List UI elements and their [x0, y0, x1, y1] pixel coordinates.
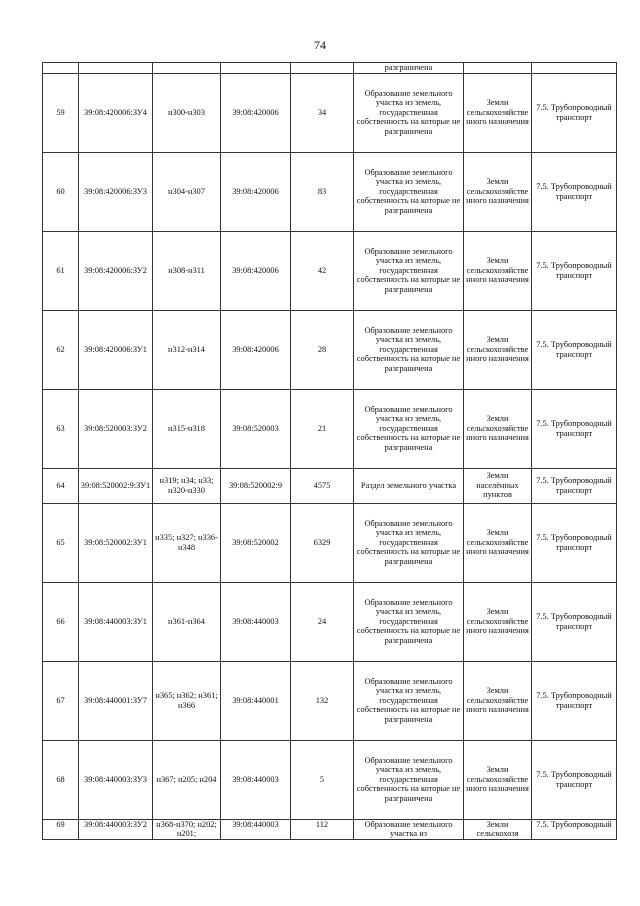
- land-category: Земли сельскохозяйственного назначения: [464, 389, 532, 468]
- cadastral-id: 39:08:420006:ЗУ4: [79, 73, 153, 152]
- land-category: Земли населённых пунктов: [464, 468, 532, 503]
- boundary-points: н368-н370; н202; н201;: [153, 819, 221, 839]
- plot-area: 112: [291, 819, 354, 839]
- page-number: 74: [314, 38, 326, 52]
- permitted-use: 7.5. Трубопроводный транспорт: [532, 582, 617, 661]
- table-row: [43, 740, 617, 819]
- cadastral-quarter: 39:08:420006: [221, 231, 291, 310]
- land-category: Земли сельскохозяйственного назначения: [464, 152, 532, 231]
- formation-method: Образование земельного участка из земель, государственная собственность на которые не разграничена: [354, 231, 464, 310]
- plot-area: 6329: [291, 503, 354, 582]
- boundary-points: н365; н362; н361; н366: [153, 661, 221, 740]
- table-row: [43, 819, 617, 839]
- table-row: [43, 152, 617, 231]
- permitted-use: 7.5. Трубопроводный: [532, 819, 617, 839]
- cadastral-quarter: 39:08:420006: [221, 73, 291, 152]
- cadastral-id: 39:08:420006:ЗУ1: [79, 310, 153, 389]
- boundary-points: н335; н327; н336-н348: [153, 503, 221, 582]
- permitted-use: 7.5. Трубопроводный транспорт: [532, 231, 617, 310]
- permitted-use: 7.5. Трубопроводный транспорт: [532, 73, 617, 152]
- permitted-use: 7.5. Трубопроводный транспорт: [532, 661, 617, 740]
- table-row: [43, 73, 617, 152]
- cadastral-quarter: 39:08:520002: [221, 503, 291, 582]
- table-row: [43, 468, 617, 503]
- row-number: 60: [43, 152, 79, 231]
- formation-method: Раздел земельного участка: [354, 468, 464, 503]
- cadastral-id: 39:08:520002:9:ЗУ1: [79, 468, 153, 503]
- land-category: Земли сельскохозяйственного назначения: [464, 740, 532, 819]
- boundary-points: н319; н34; н33; н320-н330: [153, 468, 221, 503]
- plot-area: 132: [291, 661, 354, 740]
- permitted-use: 7.5. Трубопроводный транспорт: [532, 310, 617, 389]
- boundary-points: н308-н311: [153, 231, 221, 310]
- permitted-use: 7.5. Трубопроводный транспорт: [532, 152, 617, 231]
- formation-method: Образование земельного участка из земель, государственная собственность на которые не разграничена: [354, 389, 464, 468]
- cadastral-id: 39:08:440003:ЗУ2: [79, 819, 153, 839]
- formation-method: Образование земельного участка из земель, государственная собственность на которые не разграничена: [354, 503, 464, 582]
- land-category: Земли сельскохозяйственного назначения: [464, 661, 532, 740]
- plot-area: 4575: [291, 468, 354, 503]
- land-category: Земли сельскохозяйственного назначения: [464, 503, 532, 582]
- cadastral-quarter: 39:08:420006: [221, 310, 291, 389]
- cadastral-quarter: 39:08:420006: [221, 152, 291, 231]
- cadastral-id: 39:08:440001:ЗУ7: [79, 661, 153, 740]
- cadastral-quarter: 39:08:520003: [221, 389, 291, 468]
- table-row: [43, 389, 617, 468]
- cadastral-id: 39:08:420006:ЗУ3: [79, 152, 153, 231]
- cadastral-id: 39:08:420006:ЗУ2: [79, 231, 153, 310]
- formation-method: Образование земельного участка из земель, государственная собственность на которые не разграничена: [354, 582, 464, 661]
- land-category: Земли сельскохозяйственного назначения: [464, 582, 532, 661]
- permitted-use: 7.5. Трубопроводный транспорт: [532, 468, 617, 503]
- boundary-points: н367; н205; н204: [153, 740, 221, 819]
- plot-area: 28: [291, 310, 354, 389]
- row-number: 61: [43, 231, 79, 310]
- row-number: 62: [43, 310, 79, 389]
- cadastral-id: 39:08:520002:ЗУ1: [79, 503, 153, 582]
- table-row: [43, 231, 617, 310]
- permitted-use: 7.5. Трубопроводный транспорт: [532, 740, 617, 819]
- table-row: [43, 310, 617, 389]
- plot-area: 24: [291, 582, 354, 661]
- plot-area: 83: [291, 152, 354, 231]
- row-number: 66: [43, 582, 79, 661]
- row-number: 68: [43, 740, 79, 819]
- formation-method: Образование земельного участка из земель, государственная собственность на которые не разграничена: [354, 661, 464, 740]
- boundary-points: н300-н303: [153, 73, 221, 152]
- cadastral-quarter: 39:08:440003: [221, 582, 291, 661]
- cadastral-quarter: 39:08:520002:9: [221, 468, 291, 503]
- plot-area: 42: [291, 231, 354, 310]
- boundary-points: н304-н307: [153, 152, 221, 231]
- cadastral-quarter: 39:08:440001: [221, 661, 291, 740]
- formation-method: Образование земельного участка из земель, государственная собственность на которые не разграничена: [354, 152, 464, 231]
- land-category: Земли сельскохозяйственного назначения: [464, 231, 532, 310]
- continuation-row: [43, 63, 617, 74]
- cadastral-quarter: 39:08:440003: [221, 819, 291, 839]
- permitted-use: 7.5. Трубопроводный транспорт: [532, 389, 617, 468]
- boundary-points: н315-н318: [153, 389, 221, 468]
- boundary-points: н312-н314: [153, 310, 221, 389]
- land-plots-table: [42, 62, 617, 840]
- row-number: 67: [43, 661, 79, 740]
- land-category: Земли сельскохозя: [464, 819, 532, 839]
- plot-area: 34: [291, 73, 354, 152]
- cadastral-id: 39:08:520003:ЗУ2: [79, 389, 153, 468]
- continuation-text: разграничена: [354, 63, 464, 74]
- row-number: 69: [43, 819, 79, 839]
- land-category: Земли сельскохозяйственного назначения: [464, 73, 532, 152]
- formation-method: Образование земельного участка из земель, государственная собственность на которые не разграничена: [354, 73, 464, 152]
- cadastral-id: 39:08:440003:ЗУ3: [79, 740, 153, 819]
- plot-area: 21: [291, 389, 354, 468]
- formation-method: Образование земельного участка из: [354, 819, 464, 839]
- formation-method: Образование земельного участка из земель, государственная собственность на которые не разграничена: [354, 310, 464, 389]
- table-row: [43, 582, 617, 661]
- land-category: Земли сельскохозяйственного назначения: [464, 310, 532, 389]
- row-number: 59: [43, 73, 79, 152]
- formation-method: Образование земельного участка из земель, государственная собственность на которые не разграничена: [354, 740, 464, 819]
- permitted-use: 7.5. Трубопроводный транспорт: [532, 503, 617, 582]
- cadastral-id: 39:08:440003:ЗУ1: [79, 582, 153, 661]
- table-row: [43, 503, 617, 582]
- boundary-points: н361-н364: [153, 582, 221, 661]
- row-number: 65: [43, 503, 79, 582]
- table-row: [43, 661, 617, 740]
- row-number: 64: [43, 468, 79, 503]
- cadastral-quarter: 39:08:440003: [221, 740, 291, 819]
- row-number: 63: [43, 389, 79, 468]
- plot-area: 5: [291, 740, 354, 819]
